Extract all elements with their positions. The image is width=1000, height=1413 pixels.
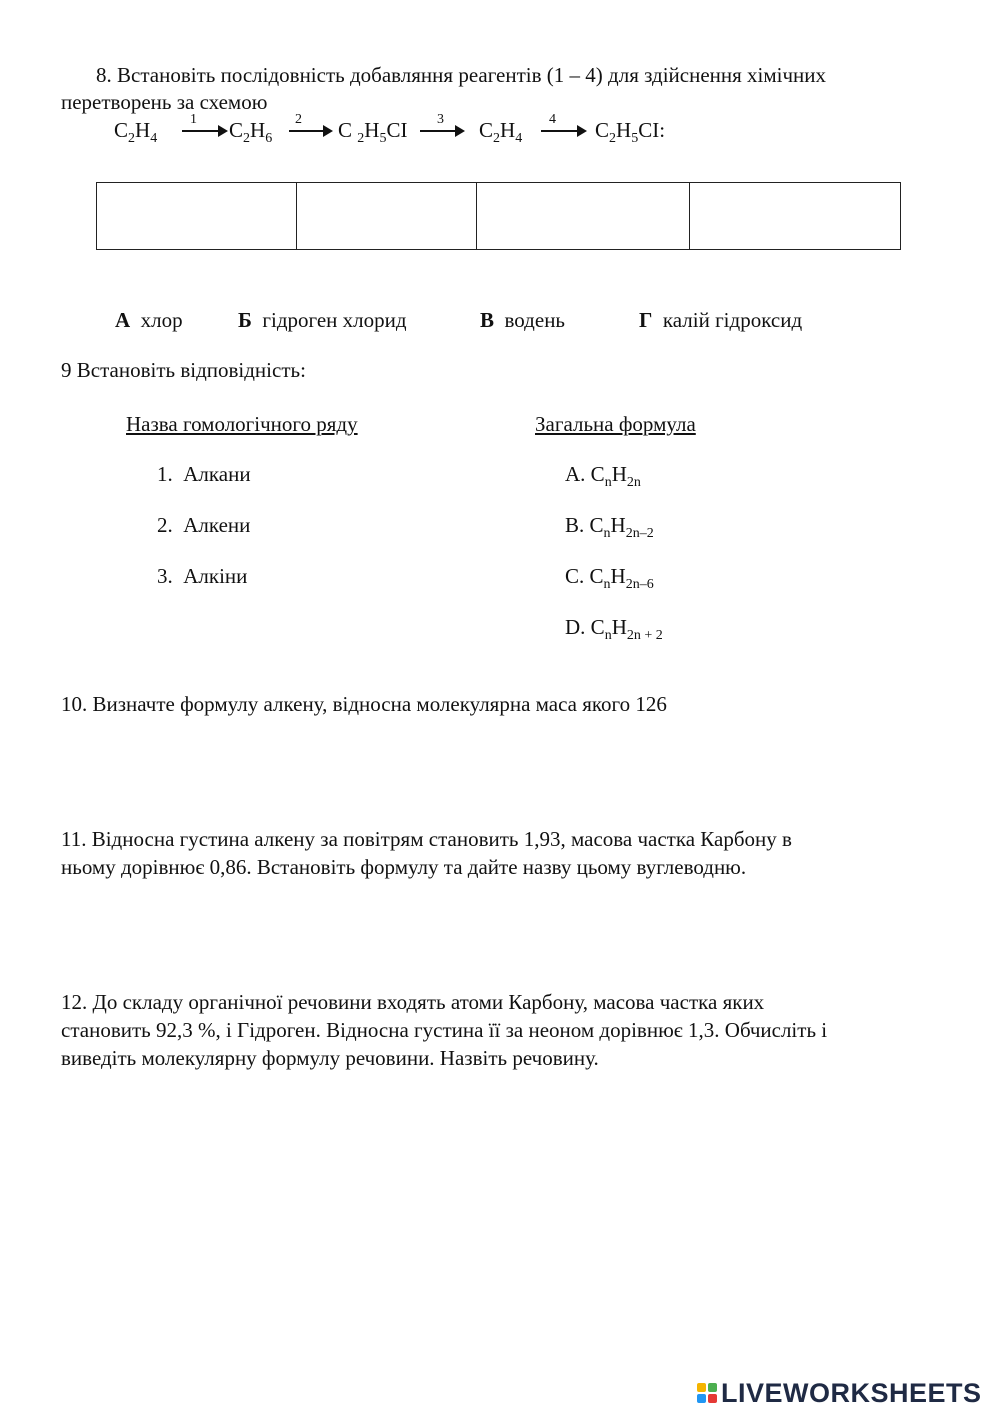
answer-cell-4[interactable] [690,183,901,250]
arrow-icon [541,130,585,132]
formula-item: B. $C_nH_{2n-2}$ [565,513,654,542]
reagent-option-v: В водень [480,308,566,332]
arrow-step-number: 3 [437,112,444,127]
q11-text-line2: ньому дорівнює 0,86. Встановіть формулу та дайте назву цьому вуглеводню. [61,855,747,879]
q9-text: 9 Встановіть відповідність: [61,358,306,382]
formula-c2h5cl: C $_2H_5CI$ [338,118,408,147]
formula-c2h4: $C_2H_4$ [114,118,158,147]
q12-text-line2: становить 92,3 %, і Гідроген. Відносна густина її за неоном дорівнює 1,3. Обчисліть і [61,1018,828,1042]
arrow-step-number: 1 [190,112,197,127]
liveworksheets-logo [697,1378,982,1408]
answer-cell-3[interactable] [477,183,690,250]
formula-c2h6: $C_2H_6$ [229,118,273,147]
reagent-option-g: Г калій гідроксид [639,308,803,332]
q10-text: 10. Визначте формулу алкену, відносна молекулярна маса якого 126 [61,692,667,716]
reagent-option-a: А хлор [115,308,183,332]
q8-text-line2: перетворень за схемою [61,90,268,114]
q9-column-header-formula: Загальна формула [535,412,696,436]
q12-text-line1: 12. До складу органічної речовини входять атоми Карбону, масова частка яких [61,990,765,1014]
answer-cell-2[interactable] [297,183,477,250]
series-item: 3. Алкіни [157,564,248,588]
arrow-icon [289,130,331,132]
arrow-step-number: 4 [549,112,556,127]
logo-text: LIVEWORKSHEETS [721,1377,982,1408]
arrow-icon [182,130,226,132]
answer-table [96,182,901,250]
q12-text-line3: виведіть молекулярну формулу речовини. Назвіть речовину. [61,1046,599,1070]
formula-item: C. $C_nH_{2n-6}$ [565,564,654,593]
formula-item: A. $C_nH_{2n}$ [565,462,641,491]
answer-cell-1[interactable] [97,183,297,250]
q11-text-line1: 11. Відносна густина алкену за повітрям становить 1,93, масова частка Карбону в [61,827,792,851]
formula-item: D. $C_nH_{2n + 2}$ [565,615,663,644]
reagent-option-b: Б гідроген хлорид [238,308,407,332]
series-item: 1. Алкани [157,462,251,486]
q9-column-header-series: Назва гомологічного ряду [126,412,358,436]
arrow-step-number: 2 [295,112,302,127]
q8-text-line1: 8. Встановіть послідовність добавляння реагентів (1 – 4) для здійснення хімічних [96,63,827,87]
logo-mark-icon [697,1383,717,1403]
formula-c2h4: $C_2H_4$ [479,118,523,147]
series-item: 2. Алкени [157,513,251,537]
formula-c2h5cl: $C_2H_5CI$: [595,118,666,147]
arrow-icon [420,130,463,132]
